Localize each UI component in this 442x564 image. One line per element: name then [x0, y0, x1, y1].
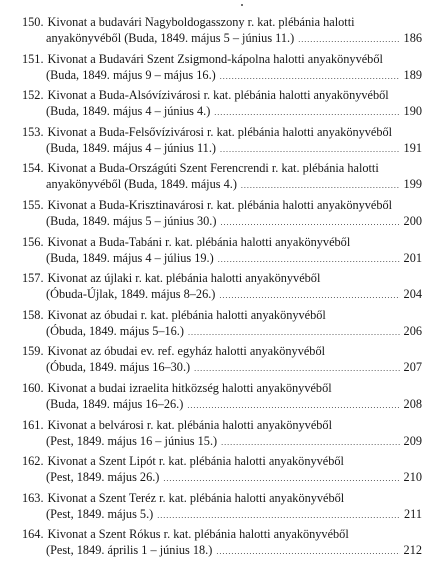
entry-subtitle: (Óbuda-Újlak, 1849. május 8–26.) — [46, 287, 216, 302]
toc-entry — [22, 307, 422, 344]
entry-page-number: 207 — [403, 360, 422, 375]
entry-subtitle: (Pest, 1849. május 16 – június 15.) — [46, 433, 218, 448]
entry-subtitle: (Pest, 1849. május 5.) — [46, 506, 154, 521]
dot-leader — [220, 142, 400, 158]
entry-title-line — [22, 14, 355, 30]
entry-title-line — [22, 380, 332, 396]
dot-leader — [298, 32, 399, 48]
entry-number: 153. — [22, 124, 44, 139]
entry-page-number: 209 — [403, 433, 422, 448]
entry-page-number: 210 — [403, 470, 422, 485]
entry-detail-line — [46, 103, 422, 119]
entry-title-line — [22, 490, 344, 506]
toc-entry — [22, 51, 422, 88]
toc-entry — [22, 160, 422, 197]
entry-detail-line — [46, 542, 422, 558]
entry-number: 155. — [22, 197, 44, 212]
dot-leader — [219, 288, 399, 304]
dot-leader — [221, 435, 399, 451]
entry-page-number: 204 — [403, 287, 422, 302]
entry-number: 163. — [22, 490, 44, 505]
entry-title-line — [22, 453, 344, 469]
entry-subtitle: (Pest, 1849. május 26.) — [46, 470, 160, 485]
entry-subtitle: (Buda, 1849. május 4 – július 19.) — [46, 250, 214, 265]
entry-title-line — [22, 307, 326, 323]
entry-title-line — [22, 417, 332, 433]
entry-detail-line — [46, 396, 422, 412]
entry-title-line — [22, 160, 379, 176]
entry-subtitle: (Buda, 1849. május 5 – június 30.) — [46, 213, 217, 228]
entry-number: 154. — [22, 161, 44, 176]
dot-leader — [218, 252, 400, 268]
entry-title-line — [22, 197, 392, 213]
entry-page-number: 186 — [403, 31, 422, 45]
entry-page-number: 201 — [403, 250, 422, 265]
entry-number: 150. — [22, 15, 44, 29]
entry-detail-line — [46, 176, 422, 192]
dot-leader — [220, 69, 400, 85]
dot-leader — [216, 544, 399, 560]
entry-title: Kivonat a belvárosi r. kat. plébánia halotti anyakönyvéből — [47, 417, 332, 432]
entry-page-number: 211 — [404, 506, 422, 521]
toc-entry — [22, 490, 422, 527]
entry-subtitle: (Óbuda, 1849. május 5–16.) — [46, 323, 184, 338]
toc-entry — [22, 526, 422, 563]
entry-page-number: 190 — [403, 104, 422, 119]
entry-title: Kivonat a Szent Rókus r. kat. plébánia halotti anyakönyvéből — [47, 527, 349, 542]
entry-title: Kivonat a Szent Teréz r. kat. plébánia halotti anyakönyvéből — [47, 490, 345, 505]
entry-page-number: 208 — [403, 396, 422, 411]
entry-detail-line — [46, 250, 422, 266]
toc-entry — [22, 124, 422, 161]
toc-entry — [22, 197, 422, 234]
toc-entry — [22, 14, 422, 51]
entry-title-line — [22, 270, 320, 286]
entry-title: Kivonat a Buda-Tabáni r. kat. plébánia halotti anyakönyvéből — [47, 234, 351, 249]
entry-subtitle: (Buda, 1849. május 4 – június 4.) — [46, 104, 211, 119]
entry-detail-line — [46, 140, 422, 156]
entry-title: Kivonat a Buda-Felsővízivárosi r. kat. plébánia halotti anyakönyvéből — [47, 124, 393, 139]
entry-detail-line — [46, 433, 422, 449]
print-speck — [241, 4, 243, 6]
entry-number: 151. — [22, 51, 44, 66]
entry-title: Kivonat a Budavári Szent Zsigmond-kápolna halotti anyakönyvéből — [47, 51, 383, 66]
entry-detail-line — [46, 323, 422, 339]
entry-title-line — [22, 124, 392, 140]
entry-subtitle: anyakönyvéből (Buda, 1849. május 4.) — [46, 177, 237, 192]
entry-page-number: 199 — [403, 177, 422, 192]
dot-leader — [220, 215, 399, 231]
entry-title-line — [22, 87, 389, 103]
entry-title: Kivonat a Buda-Alsóvízivárosi r. kat. plébánia halotti anyakönyvéből — [47, 88, 389, 103]
dot-leader — [157, 508, 400, 524]
entry-page-number: 206 — [403, 323, 422, 338]
entry-number: 160. — [22, 380, 44, 395]
toc-entry — [22, 380, 422, 417]
entry-title-line — [22, 51, 383, 67]
table-of-contents — [22, 14, 422, 563]
entry-number: 157. — [22, 271, 44, 286]
entry-detail-line — [46, 286, 422, 302]
entry-title-line — [22, 234, 350, 250]
entry-number: 161. — [22, 417, 44, 432]
entry-subtitle: (Pest, 1849. április 1 – június 18.) — [46, 543, 213, 558]
entry-subtitle: (Buda, 1849. május 16–26.) — [46, 396, 184, 411]
entry-number: 159. — [22, 344, 44, 359]
dot-leader — [188, 325, 400, 341]
dot-leader — [187, 398, 399, 414]
entry-page-number: 212 — [403, 543, 422, 558]
entry-number: 152. — [22, 88, 44, 103]
entry-subtitle: (Óbuda, 1849. május 16–30.) — [46, 360, 191, 375]
entry-detail-line — [46, 213, 422, 229]
dot-leader — [214, 105, 399, 121]
entry-detail-line — [46, 359, 422, 375]
entry-title: Kivonat az óbudai r. kat. plébánia halotti anyakönyvéből — [47, 307, 326, 322]
entry-subtitle: (Buda, 1849. május 9 – május 16.) — [46, 67, 216, 82]
entry-title: Kivonat a Buda-Krisztinavárosi r. kat. plébánia halotti anyakönyvéből — [47, 197, 393, 212]
toc-entry — [22, 453, 422, 490]
dot-leader — [163, 471, 399, 487]
entry-detail-line — [46, 30, 422, 46]
entry-number: 158. — [22, 307, 44, 322]
toc-entry — [22, 343, 422, 380]
entry-page-number: 189 — [403, 67, 422, 82]
entry-title-line — [22, 343, 325, 359]
entry-subtitle: (Buda, 1849. május 4 – június 11.) — [46, 140, 216, 155]
entry-detail-line — [46, 469, 422, 485]
dot-leader — [241, 178, 400, 194]
entry-number: 162. — [22, 454, 44, 469]
toc-entry — [22, 417, 422, 454]
entry-detail-line — [46, 506, 422, 522]
entry-title: Kivonat az újlaki r. kat. plébánia halotti anyakönyvéből — [47, 271, 321, 286]
toc-entry — [22, 234, 422, 271]
toc-entry — [22, 87, 422, 124]
entry-number: 164. — [22, 527, 44, 542]
entry-title: Kivonat az óbudai ev. ref. egyház halotti anyakönyvéből — [47, 344, 326, 359]
entry-title: Kivonat a Szent Lipót r. kat. plébánia halotti anyakönyvéből — [47, 454, 344, 469]
entry-number: 156. — [22, 234, 44, 249]
entry-page-number: 191 — [403, 140, 422, 155]
entry-title: Kivonat a Buda-Országúti Szent Ferencrendi r. kat. plébánia halotti — [47, 161, 379, 176]
toc-entry — [22, 270, 422, 307]
entry-title: Kivonat a budavári Nagyboldogasszony r. kat. plébánia halotti — [47, 15, 355, 29]
entry-detail-line — [46, 67, 422, 83]
entry-title-line — [22, 526, 349, 542]
entry-page-number: 200 — [403, 213, 422, 228]
entry-title: Kivonat a budai izraelita hitközség halotti anyakönyvéből — [47, 380, 332, 395]
dot-leader — [194, 361, 399, 377]
entry-subtitle: anyakönyvéből (Buda, 1849. május 5 – június 11.) — [46, 31, 295, 45]
